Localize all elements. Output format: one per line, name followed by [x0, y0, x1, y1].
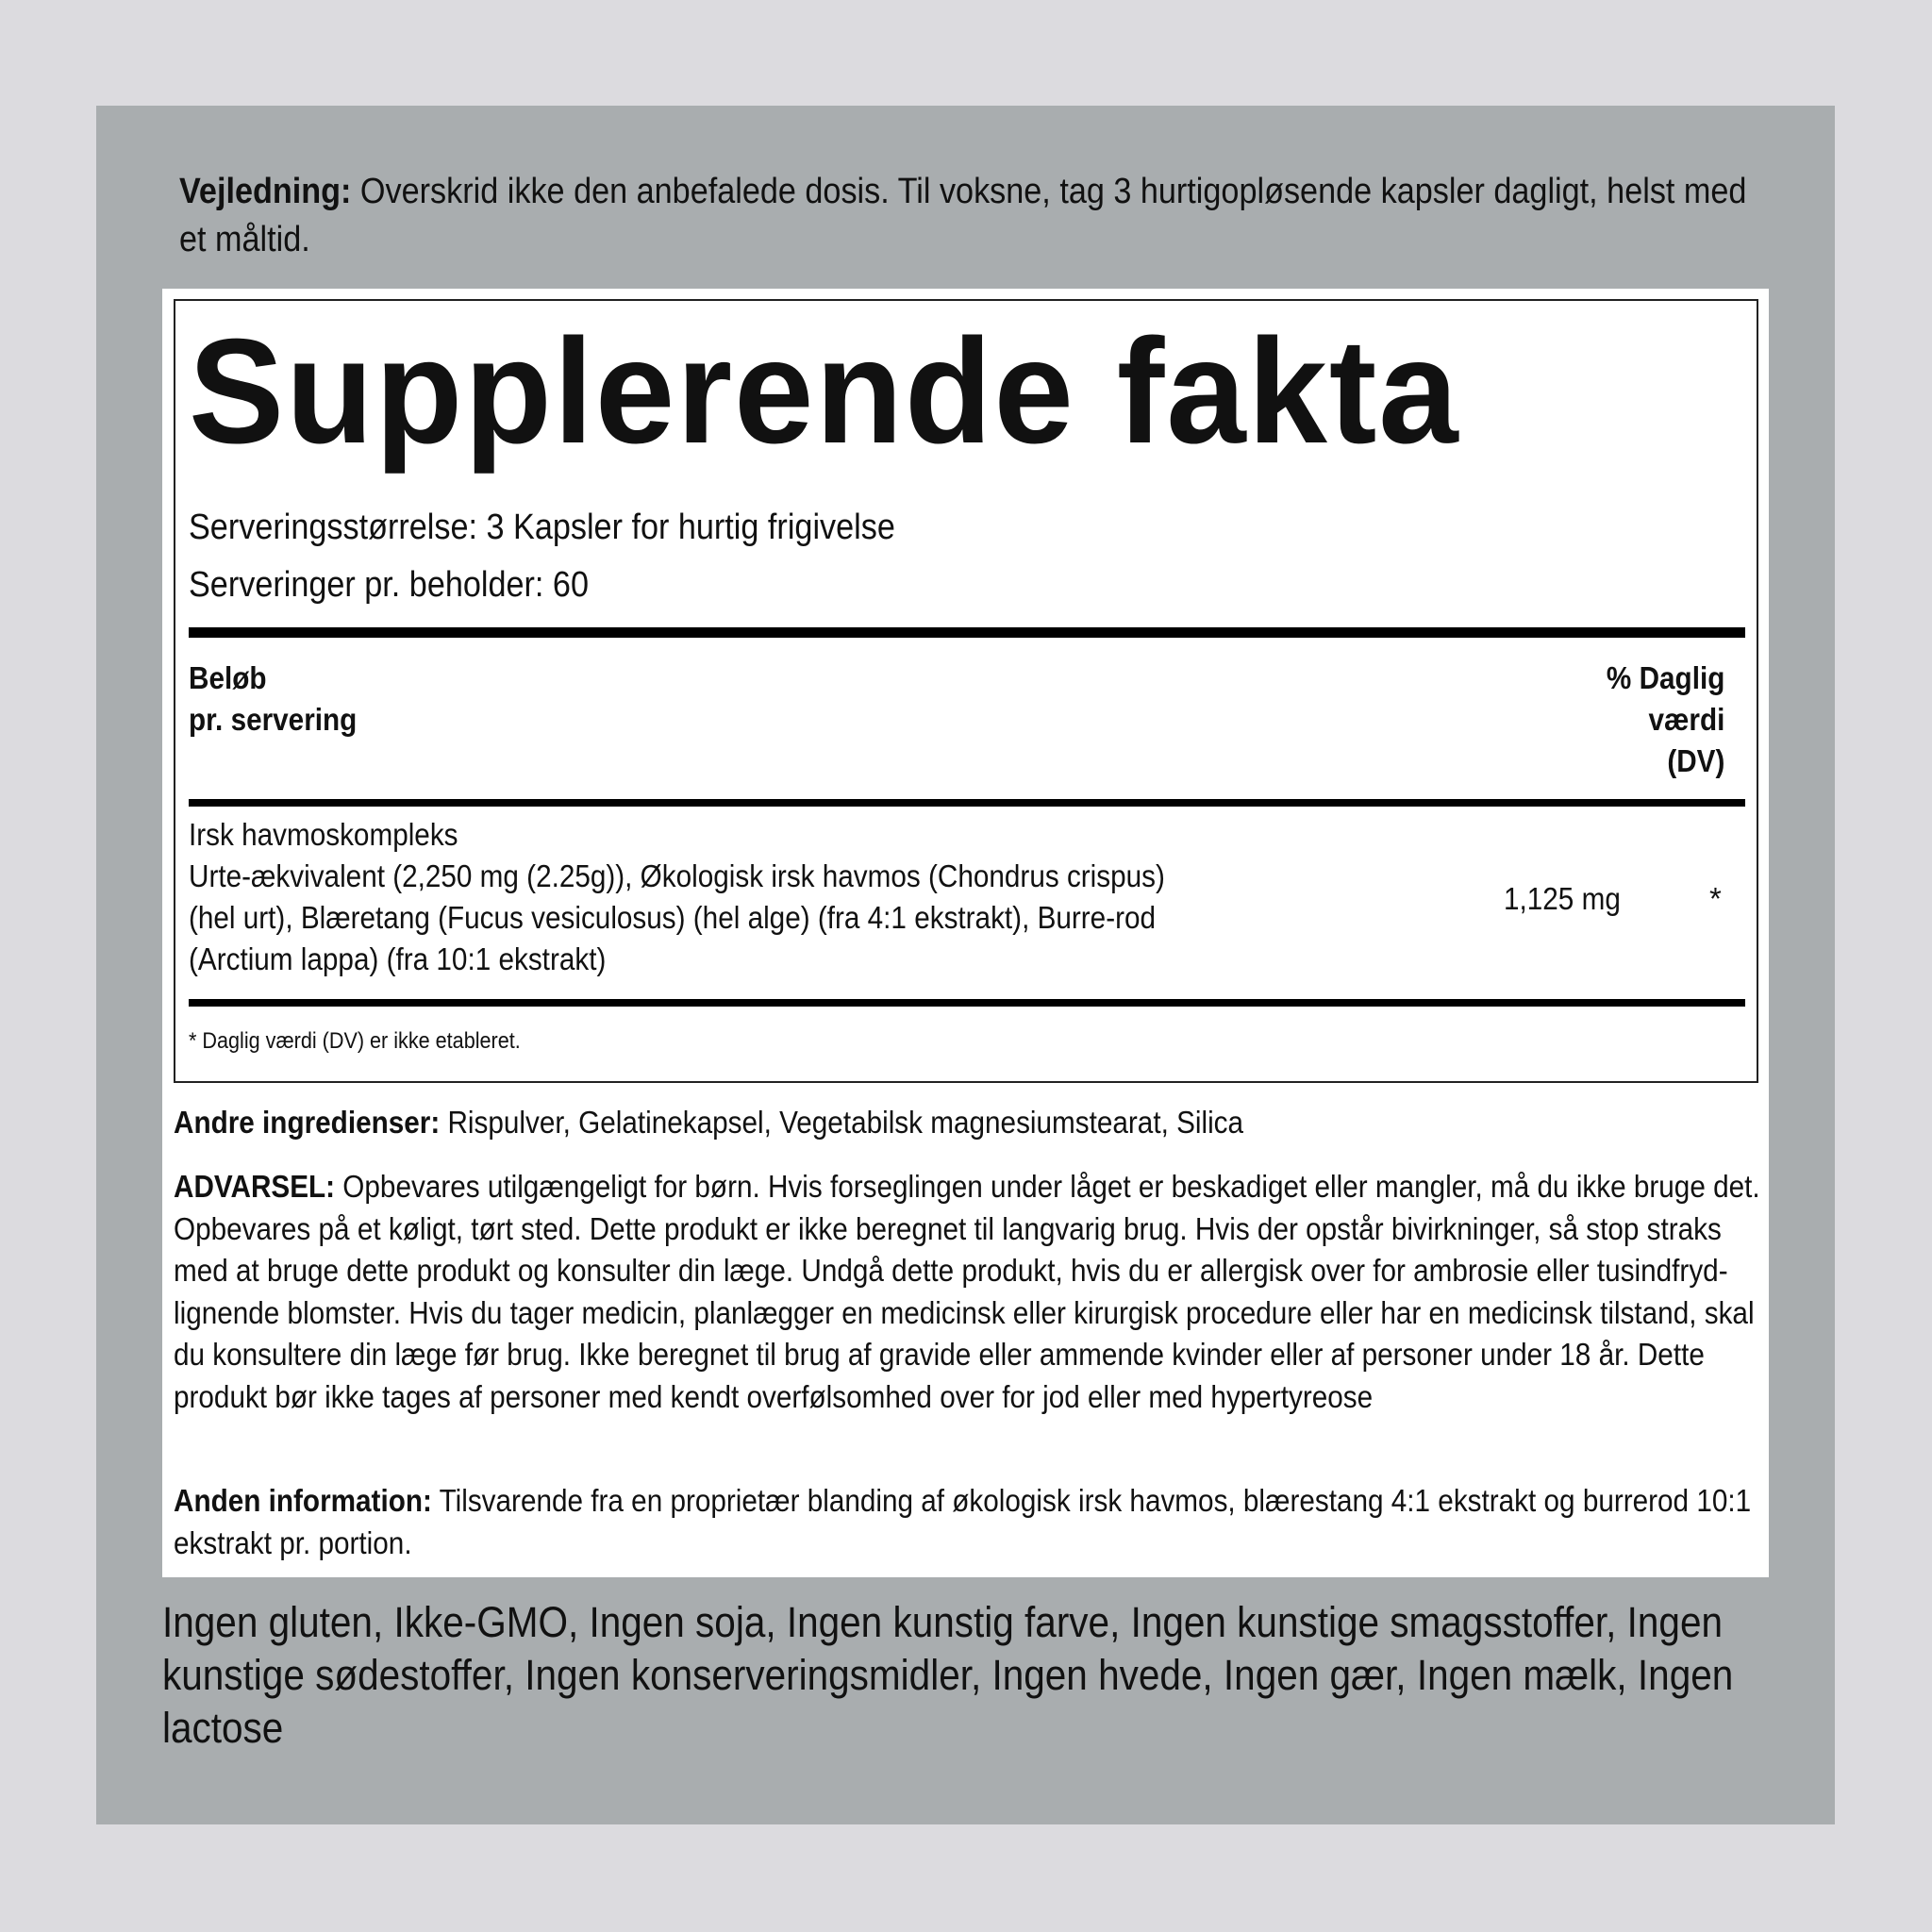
other-info-label: Anden information:	[174, 1483, 432, 1518]
directions-text: Overskrid ikke den anbefalede dosis. Til voksne, tag 3 hurtigopløsende kapsler dagligt, helst med et måltid.	[179, 172, 1747, 259]
ingredient-row	[189, 814, 1216, 980]
dv-header-line2: værdi	[1648, 702, 1724, 737]
other-ingredients	[174, 1102, 1778, 1144]
other-info-text: Tilsvarende fra en proprietær blanding af økologisk irsk havmos, blærestang 4:1 ekstrakt og burrerod 10:1 ekstrakt pr. portion.	[174, 1483, 1752, 1560]
other-information	[174, 1480, 1778, 1564]
dv-header-line1: % Daglig	[1606, 660, 1724, 695]
facts-title: Supplerende fakta	[189, 308, 1460, 475]
warning	[174, 1166, 1778, 1418]
bottom-divider	[189, 999, 1745, 1007]
daily-value-header	[1607, 658, 1724, 782]
supplement-facts-box	[174, 299, 1758, 1083]
directions-label: Vejledning:	[179, 172, 352, 211]
amount-header-line1: Beløb	[189, 660, 267, 695]
warning-label: ADVARSEL:	[174, 1169, 336, 1204]
dv-footnote: * Daglig værdi (DV) er ikke etableret.	[189, 1028, 521, 1054]
other-ingredients-text: Rispulver, Gelatinekapsel, Vegetabilsk magnesiumstearat, Silica	[440, 1105, 1244, 1140]
other-ingredients-label: Andre ingredienser:	[174, 1105, 441, 1140]
thick-divider	[189, 627, 1745, 638]
ingredient-dv: *	[1709, 881, 1722, 916]
free-from-statement: Ingen gluten, Ikke-GMO, Ingen soja, Ingen kunstig farve, Ingen kunstige smagsstoffer, Ingen kunstige sødestoffer, Ingen konserveringsmidler, Ingen hvede, Ingen gær, Ingen mælk, Ingen lactose	[162, 1598, 1734, 1752]
dv-header-line3: (DV)	[1666, 743, 1724, 778]
ingredient-detail: Urte-ækvivalent (2,250 mg (2.25g)), Økologisk irsk havmos (Chondrus crispus) (hel urt), Blæretang (Fucus vesiculosus) (hel alge) (fra 4:1 ekstrakt), Burre-rod (Arctium lappa) (fra 10:1 ekstrakt)	[189, 858, 1165, 976]
serving-size: Serveringsstørrelse: 3 Kapsler for hurtig frigivelse	[189, 508, 895, 547]
warning-text: Opbevares utilgængeligt for børn. Hvis forseglingen under låget er beskadiget eller mangler, må du ikke bruge det. Opbevares på et køligt, tørt sted. Dette produkt er ikke beregnet til langvarig brug. Hvis der opstår bivirkninger, så stop straks med at bruge dette produkt og konsulter din læge. Undgå dette produkt, hvis du er allergisk over for ambrosie eller tusindfryd-lignende blomster. Hvis du tager medicin, planlægger en medicinsk eller kirurgisk procedure eller har en medicinsk tilstand, skal du konsultere din læge før brug. Ikke beregnet til brug af gravide eller ammende kvinder eller af personer under 18 år. Dette produkt bør ikke tages af personer med kendt overfølsomhed over for jod eller med hypertyreose	[174, 1169, 1760, 1414]
medium-divider	[189, 799, 1745, 807]
amount-header-line2: pr. servering	[189, 702, 358, 737]
ingredient-name: Irsk havmoskompleks	[189, 817, 458, 852]
directions	[179, 168, 1767, 264]
servings-per-container: Serveringer pr. beholder: 60	[189, 565, 589, 605]
amount-per-serving-header	[189, 658, 357, 741]
ingredient-amount: 1,125 mg	[1504, 881, 1621, 916]
